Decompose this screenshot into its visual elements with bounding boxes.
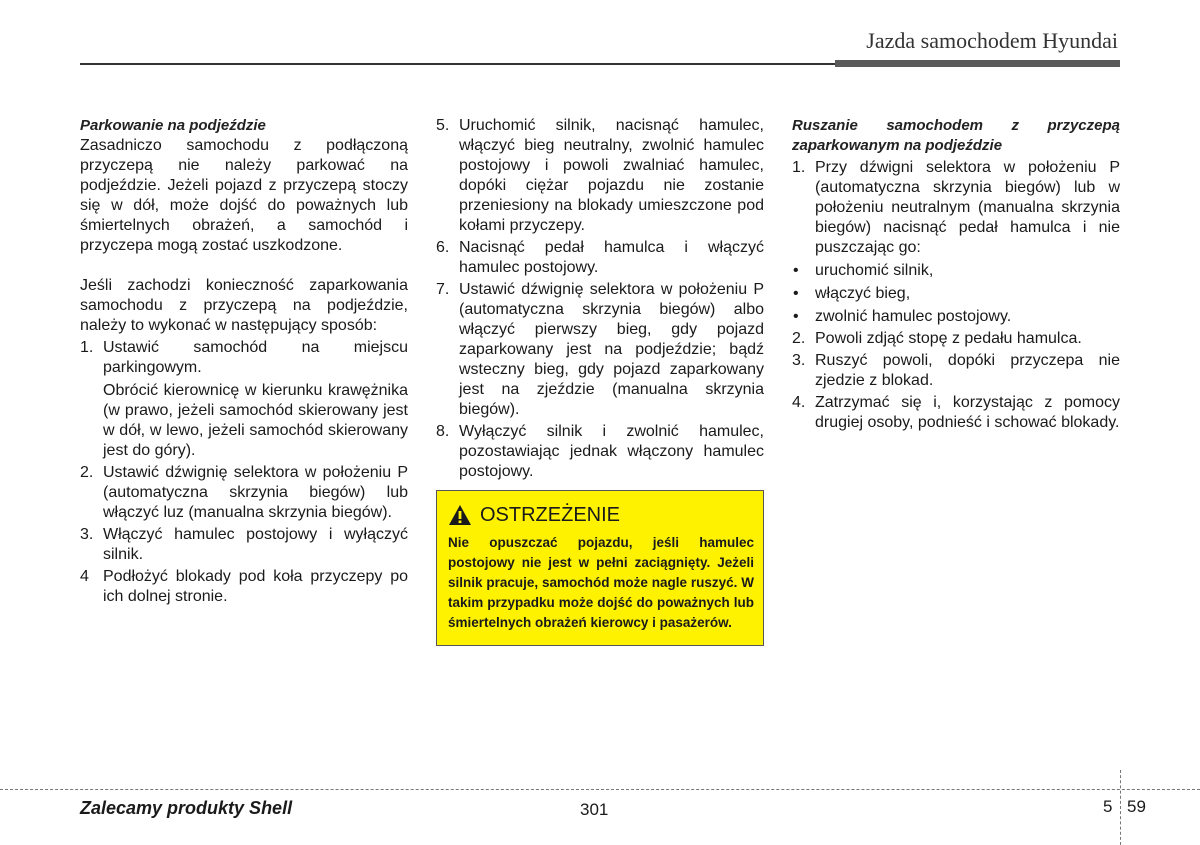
numbered-list [792,329,1120,433]
page-number: 301 [580,800,609,819]
warning-triangle-icon [448,504,472,526]
bullet-item-text: zwolnić hamulec postojowy. [815,308,1012,325]
paragraph: Zasadniczo samochodu z podłączoną przyczepą nie należy parkować na podjeździe. Jeżeli pojazd z przyczepą stoczy się w dół, może dojść do poważnych lub śmiertelnych obrażeń, a samochód i przyczepa mogą zostać uszkodzone. [80,137,408,254]
list-item-text: Powoli zdjąć stopę z pedału hamulca. [815,330,1082,347]
warning-box [436,490,764,646]
footer-brand-text: Zalecamy produkty Shell [80,798,293,818]
chapter-number: 5 [1103,797,1113,816]
bullet-item [792,307,1120,327]
list-item [792,393,1120,433]
list-item-text: Zatrzymać się i, korzystając z pomocy drugiej osoby, podnieść i schować blokady. [815,394,1120,431]
warning-title [448,503,754,527]
column-right [792,116,1120,433]
list-marker: 5. [436,117,450,134]
list-item-text: Ustawić dźwignię selektora w położeniu P (automatyczna skrzynia biegów) albo włączyć pierwszy bieg, gdy pojazd zaparkowany jest na podjeździe; bądź wsteczny bieg, gdy pojazd zaparkowany jest na zjeździe (manualna skrzynia biegów). [459,281,764,418]
list-marker: 1. [80,339,94,356]
section-heading-starting: Ruszanie samochodem z przyczepą zaparkowanym na podjeździe [792,117,1120,154]
list-marker: 8. [436,423,450,440]
bullet-item-text: uruchomić silnik, [815,262,934,279]
list-item-text: Obrócić kierownicę w kierunku krawężnika (w prawo, jeżeli samochód skierowany jest w dół, w lewo, jeżeli samochód skierowany jest do góry). [103,382,408,459]
bullet-marker: • [793,285,799,302]
list-item-text: Ustawić dźwignię selektora w położeniu P (automatyczna skrzynia biegów) lub włączyć luz (manualna skrzynia biegów). [103,464,408,521]
list-item [80,463,408,523]
column-left [80,116,408,607]
list-item [436,116,764,236]
list-item-text: Podłożyć blokady pod koła przyczepy po ich dolnej stronie. [103,568,408,605]
list-item [80,525,408,565]
list-marker: 3. [792,352,806,369]
section-page-number: 59 [1127,797,1146,816]
section-heading-parking: Parkowanie na podjeździe [80,117,266,134]
paragraph: Jeśli zachodzi konieczność zaparkowania samochodu z przyczepą na podjeździe, należy to wykonać w następujący sposób: [80,277,408,334]
list-item-text: Wyłączyć silnik i zwolnić hamulec, pozostawiając jednak włączony hamulec postojowy. [459,423,764,480]
list-item [792,351,1120,391]
list-item [436,238,764,278]
list-marker: 1. [792,159,806,176]
numbered-list [792,158,1120,258]
numbered-list [436,116,764,482]
bullet-marker: • [793,262,799,279]
bullet-item [792,261,1120,281]
list-item-text: Przy dźwigni selektora w położeniu P (automatyczna skrzynia biegów) lub w położeniu neutralnym (manualna skrzynia biegów) nacisnąć pedał hamulca i nie puszczając go: [815,159,1120,256]
running-header: Jazda samochodem Hyundai [866,28,1118,53]
list-item [80,338,408,461]
list-item-text: Włączyć hamulec postojowy i wyłączyć silnik. [103,526,408,563]
warning-text: Nie opuszczać pojazdu, jeśli hamulec postojowy nie jest w pełni zaciągnięty. Jeżeli silnik pracuje, samochód może nagle ruszyć. W takim przypadku może dojść do poważnych lub śmiertelnych obrażeń kierowcy i pasażerów. [448,535,754,630]
list-marker: 4. [792,394,806,411]
list-marker: 3. [80,526,94,543]
warning-title-text: OSTRZEŻENIE [480,504,621,526]
header-bar [835,60,1120,67]
numbered-list [80,338,408,607]
footer-divider [1120,770,1121,845]
list-item-text: Nacisnąć pedał hamulca i włączyć hamulec postojowy. [459,239,764,276]
list-marker: 7. [436,281,450,298]
list-marker: 6. [436,239,450,256]
list-marker: 4 [80,568,89,585]
footer-rule [0,789,1200,790]
list-item [80,567,408,607]
list-item-text: Uruchomić silnik, nacisnąć hamulec, włączyć bieg neutralny, zwolnić hamulec postojowy i powoli zwalniać hamulec, dopóki ciężar pojazdu nie zostanie przeniesiony na blokady umieszczone pod kołami przyczepy. [459,117,764,234]
bullet-item-text: włączyć bieg, [815,285,911,302]
list-item-text: Ruszyć powoli, dopóki przyczepa nie zjedzie z blokad. [815,352,1120,389]
bullet-item [792,284,1120,304]
bullet-list [792,261,1120,327]
column-middle [436,116,764,646]
list-item [792,158,1120,258]
list-item [436,422,764,482]
list-item [436,280,764,420]
list-marker: 2. [80,464,94,481]
list-marker: 2. [792,330,806,347]
bullet-marker: • [793,308,799,325]
list-item [792,329,1120,349]
list-item-text: Ustawić samochód na miejscu parkingowym. [103,339,408,376]
